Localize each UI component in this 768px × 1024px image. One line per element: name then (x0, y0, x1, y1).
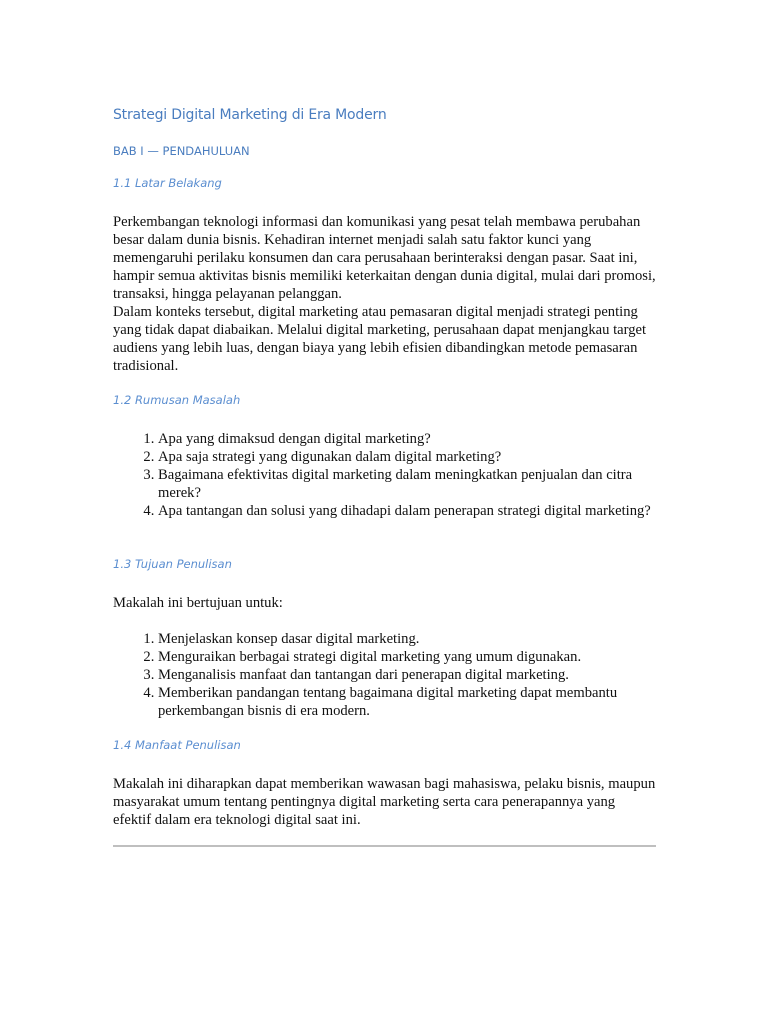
section-heading-latar-belakang: 1.1 Latar Belakang (113, 176, 222, 190)
list-item: 1. Apa yang dimaksud dengan digital marketing? (158, 430, 656, 448)
tujuan-intro: Makalah ini bertujuan untuk: (113, 595, 283, 611)
horizontal-rule (113, 845, 656, 847)
latar-belakang-text (113, 213, 656, 375)
list-item: 4. Apa tantangan dan solusi yang dihadapi dalam penerapan strategi digital marketing? (158, 502, 656, 520)
tujuan-penulisan-list (113, 630, 656, 720)
section-heading-rumusan-masalah: 1.2 Rumusan Masalah (113, 393, 241, 407)
list-item: 2. Menguraikan berbagai strategi digital marketing yang umum digunakan. (158, 648, 656, 666)
section-heading-manfaat-penulisan: 1.4 Manfaat Penulisan (113, 738, 241, 752)
list-item: 3. Menganalisis manfaat dan tantangan dari penerapan digital marketing. (158, 666, 656, 684)
list-item: 4. Memberikan pandangan tentang bagaimana digital marketing dapat membantu perkembangan bisnis di era modern. (158, 684, 656, 720)
latar-paragraph-2: Dalam konteks tersebut, digital marketing atau pemasaran digital menjadi strategi penting yang tidak dapat diabaikan. Melalui digital marketing, perusahaan dapat menjangkau target audiens yang lebih luas, dengan biaya yang lebih efisien dibandingkan metode pemasaran tradisional. (113, 304, 647, 374)
document-title: Strategi Digital Marketing di Era Modern (113, 107, 387, 123)
rumusan-masalah-list (113, 430, 656, 520)
latar-paragraph-1: Perkembangan teknologi informasi dan komunikasi yang pesat telah membawa perubahan besar dalam dunia bisnis. Kehadiran internet menjadi salah satu faktor kunci yang memengaruhi perilaku konsumen dan cara perusahaan berinteraksi dengan pasar. Saat ini, hampir semua aktivitas bisnis memiliki keterkaitan dengan dunia digital, mulai dari promosi, transaksi, hingga pelayanan pelanggan. (113, 214, 656, 302)
list-item: 3. Bagaimana efektivitas digital marketing dalam meningkatkan penjualan dan citra merek? (158, 466, 656, 502)
chapter-heading: BAB I — PENDAHULUAN (113, 144, 250, 158)
list-item: 2. Apa saja strategi yang digunakan dalam digital marketing? (158, 448, 656, 466)
list-item: 1. Menjelaskan konsep dasar digital marketing. (158, 630, 656, 648)
section-heading-tujuan-penulisan: 1.3 Tujuan Penulisan (113, 557, 232, 571)
manfaat-paragraph: Makalah ini diharapkan dapat memberikan wawasan bagi mahasiswa, pelaku bisnis, maupun masyarakat umum tentang pentingnya digital marketing serta cara penerapannya yang efektif dalam era teknologi digital saat ini. (113, 776, 656, 828)
